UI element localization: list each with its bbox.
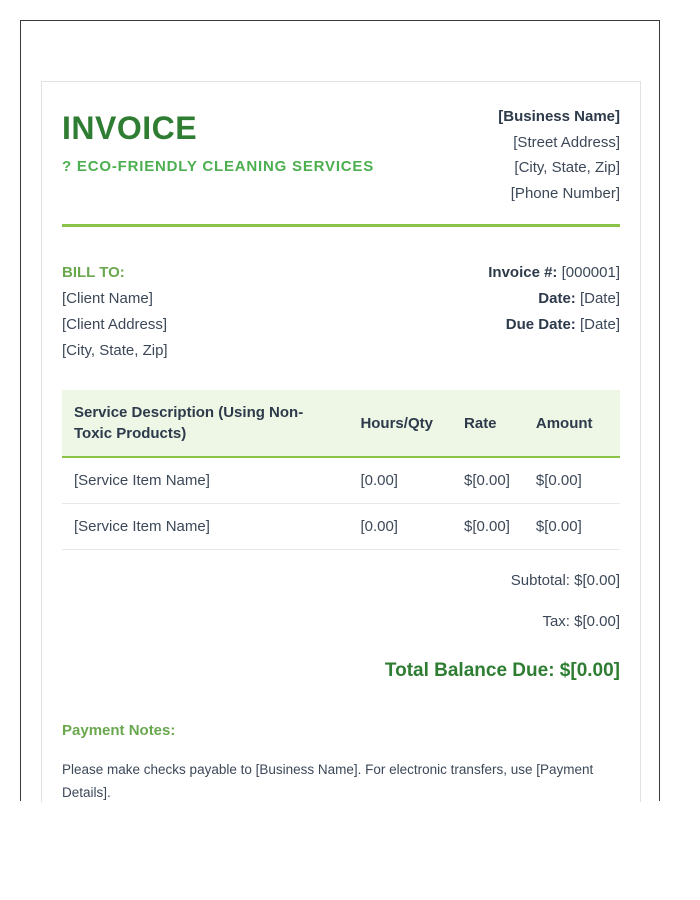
service-qty: [0.00] bbox=[348, 504, 452, 550]
invoice-date-label: Date: bbox=[538, 290, 576, 307]
due-date-value: [Date] bbox=[579, 316, 620, 333]
business-street: [Street Address] bbox=[513, 133, 620, 151]
payment-notes-heading: Payment Notes: bbox=[62, 722, 176, 739]
client-name: [Client Name] bbox=[62, 290, 153, 307]
business-city: [City, State, Zip] bbox=[514, 159, 620, 176]
services-table bbox=[62, 390, 620, 550]
total-balance-due: Total Balance Due: $[0.00] bbox=[384, 660, 620, 681]
due-date-row bbox=[488, 312, 620, 338]
invoice-date-value: [Date] bbox=[579, 290, 620, 307]
client-address: [Client Address] bbox=[62, 316, 168, 333]
header-divider bbox=[62, 224, 620, 227]
service-rate: $[0.00] bbox=[452, 504, 524, 550]
table-row bbox=[62, 457, 620, 504]
invoice-number-label: Invoice #: bbox=[488, 264, 558, 281]
service-qty: [0.00] bbox=[348, 457, 452, 504]
bill-to-label: BILL TO: bbox=[62, 264, 125, 281]
due-date-label: Due Date: bbox=[505, 316, 576, 333]
invoice-date-row bbox=[488, 286, 620, 312]
payment-notes-text: Please make checks payable to [Business Name]. For electronic transfers, use [Payment Details]. bbox=[62, 762, 594, 800]
invoice-number-value: [000001] bbox=[561, 264, 620, 281]
company-tagline: ? ECO-FRIENDLY CLEANING SERVICES bbox=[62, 158, 375, 175]
table-header-row bbox=[62, 390, 620, 457]
business-name: [Business Name] bbox=[498, 108, 620, 125]
column-header-amount: Amount bbox=[524, 390, 620, 457]
service-amount: $[0.00] bbox=[524, 457, 620, 504]
column-header-description: Service Description (Using Non-Toxic Products) bbox=[62, 390, 348, 457]
tax: Tax: $[0.00] bbox=[542, 613, 620, 630]
column-header-rate: Rate bbox=[452, 390, 524, 457]
invoice-card bbox=[41, 81, 641, 802]
invoice-number-row bbox=[488, 260, 620, 286]
service-description: [Service Item Name] bbox=[62, 457, 348, 504]
column-header-qty: Hours/Qty bbox=[348, 390, 452, 457]
business-phone: [Phone Number] bbox=[510, 184, 620, 202]
invoice-title: INVOICE bbox=[62, 110, 198, 146]
service-rate: $[0.00] bbox=[452, 457, 524, 504]
invoice-meta bbox=[488, 260, 620, 338]
subtotal: Subtotal: $[0.00] bbox=[510, 572, 620, 589]
table-row bbox=[62, 504, 620, 550]
bill-to-section bbox=[62, 260, 168, 364]
business-info bbox=[498, 104, 620, 206]
page-frame bbox=[20, 20, 660, 801]
service-description: [Service Item Name] bbox=[62, 504, 348, 550]
service-amount: $[0.00] bbox=[524, 504, 620, 550]
client-city: [City, State, Zip] bbox=[62, 342, 168, 359]
